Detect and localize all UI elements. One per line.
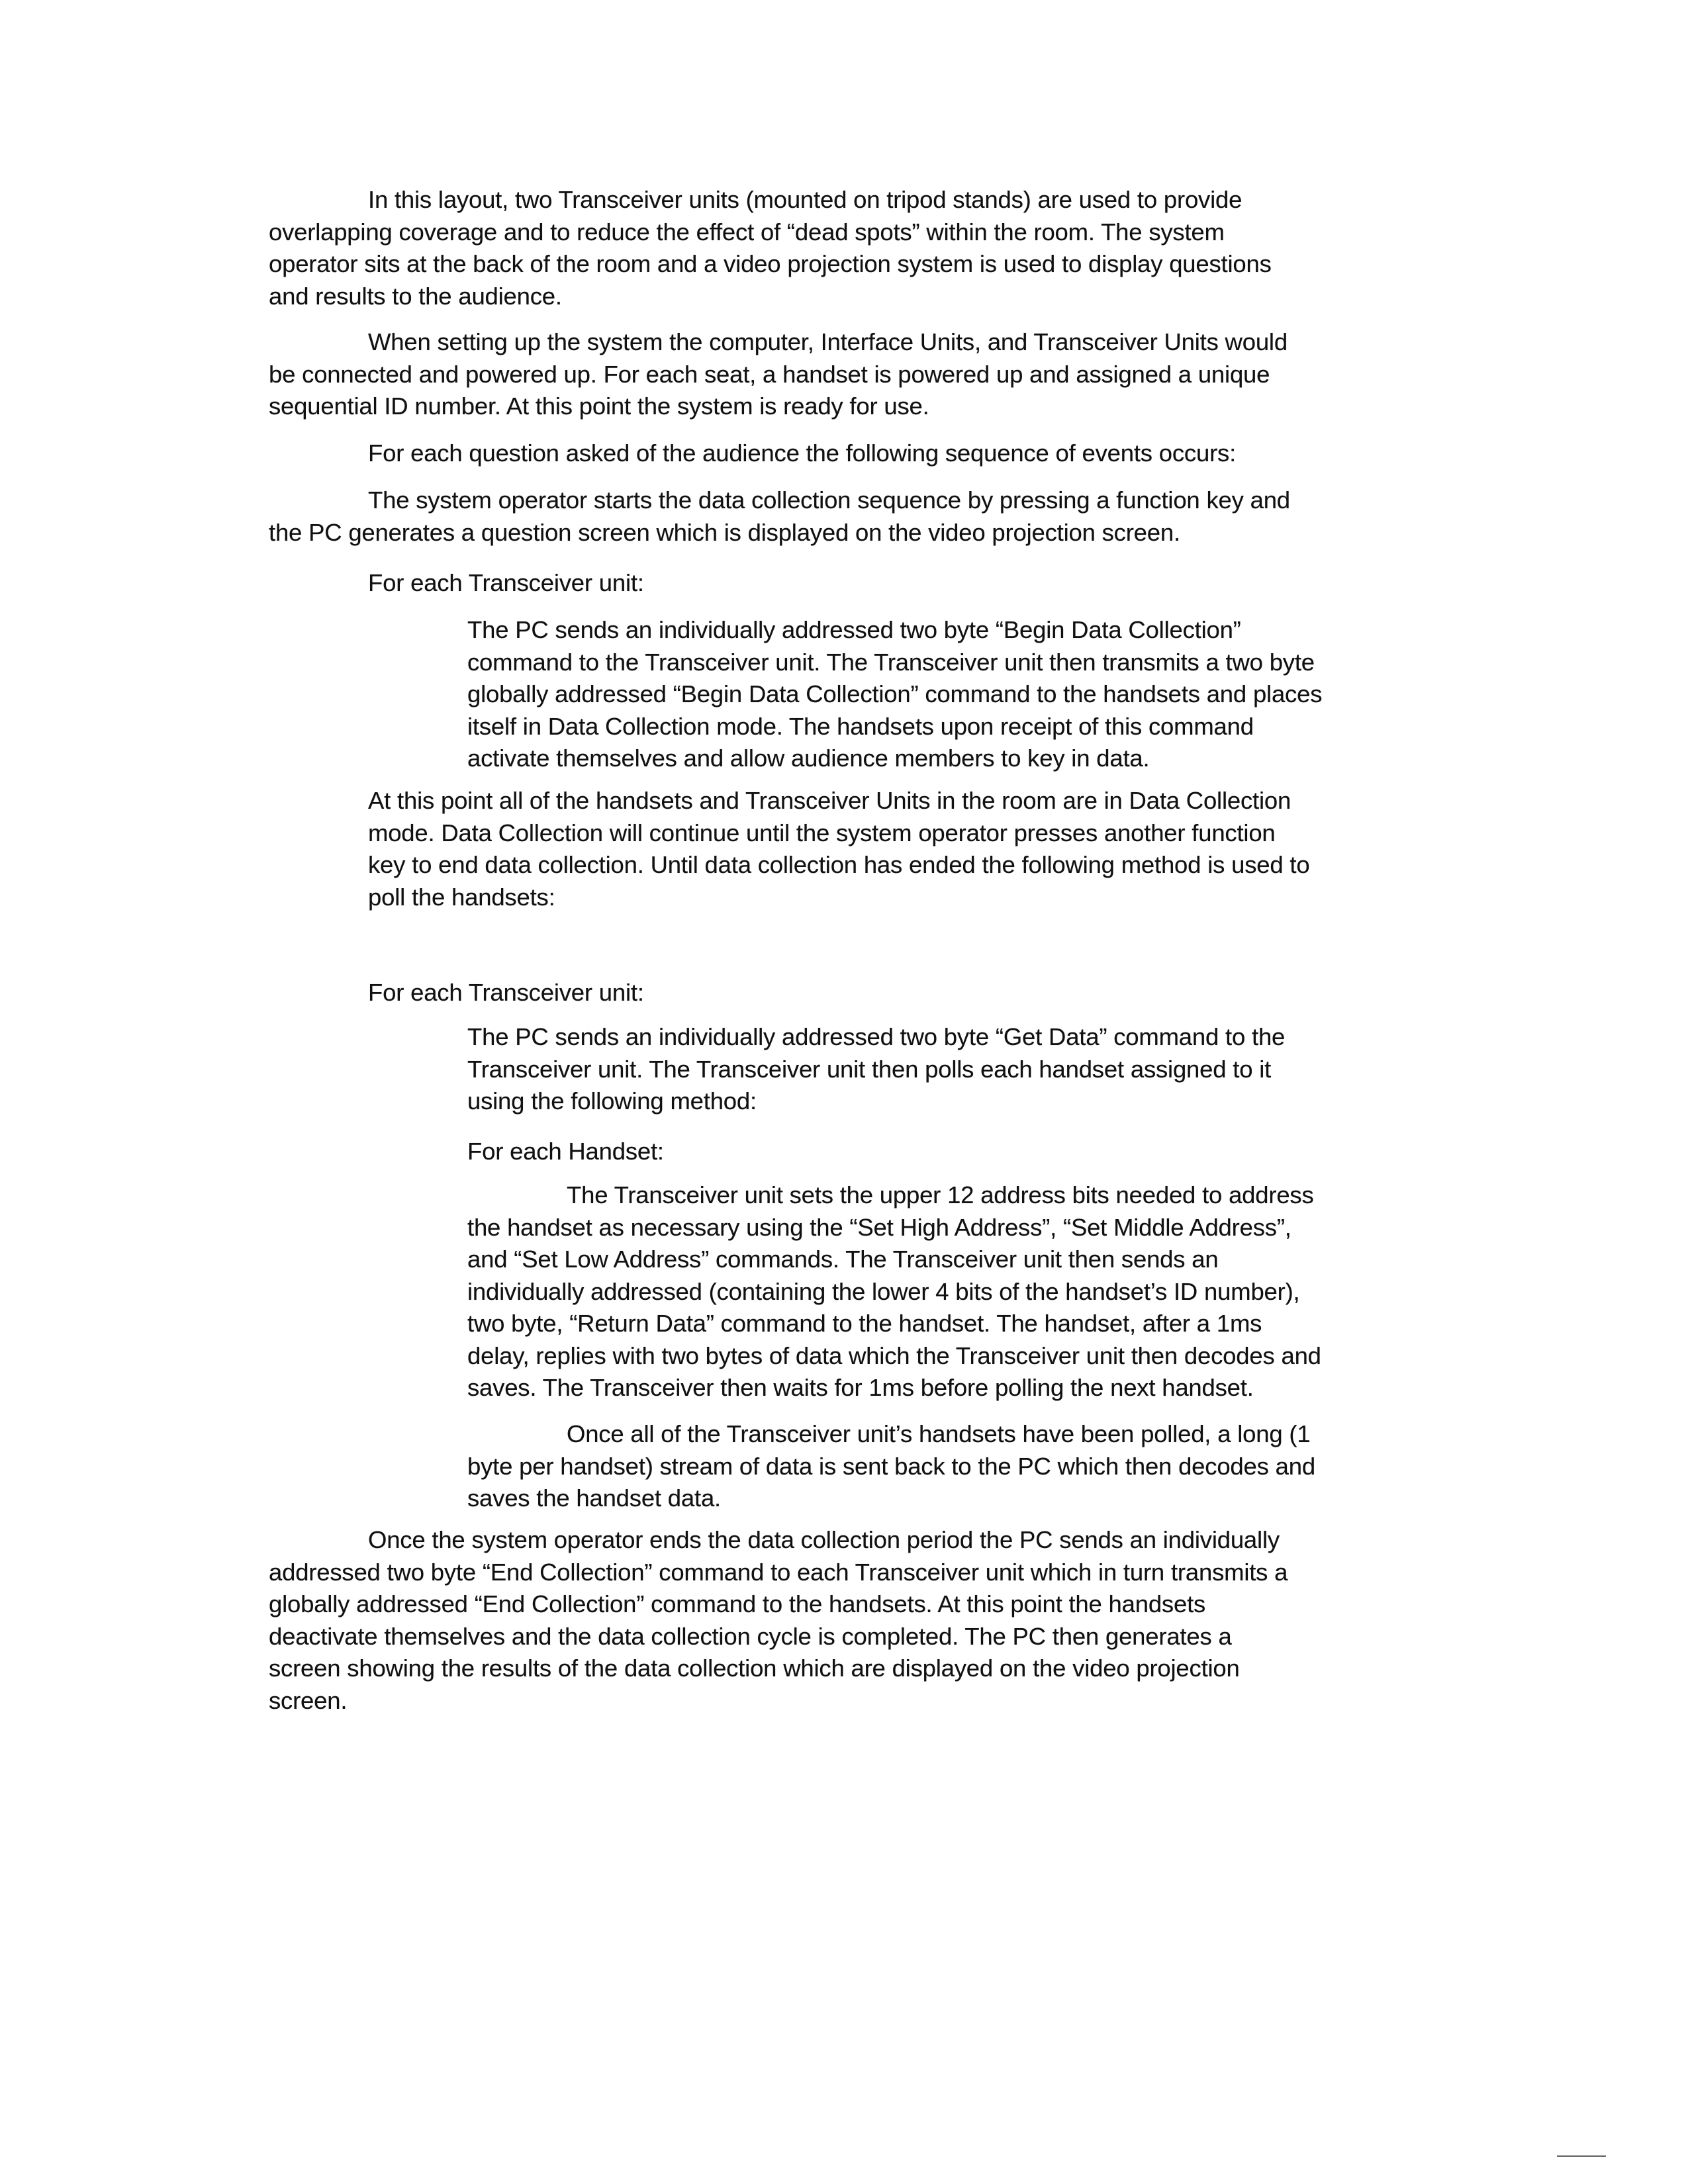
- text-line: screen.: [269, 1686, 348, 1714]
- text-line: using the following method:: [467, 1087, 757, 1115]
- text-line: the handset as necessary using the “Set High Address”, “Set Middle Address”,: [467, 1213, 1291, 1241]
- text-line: saves. The Transceiver then waits for 1ms before polling the next handset.: [467, 1374, 1254, 1401]
- text-line: globally addressed “End Collection” command to the handsets. At this point the handsets: [269, 1590, 1206, 1617]
- text-line: and “Set Low Address” commands. The Transceiver unit then sends an: [467, 1246, 1219, 1273]
- text-line: globally addressed “Begin Data Collection” command to the handsets and places: [467, 680, 1323, 707]
- text-line: and results to the audience.: [269, 282, 562, 310]
- text-line: For each question asked of the audience the following sequence of events occurs:: [368, 439, 1237, 467]
- text-line: Transceiver unit. The Transceiver unit then polls each handset assigned to it: [467, 1055, 1272, 1083]
- text-line: Once all of the Transceiver unit’s handsets have been polled, a long (1: [567, 1420, 1311, 1447]
- text-line: sequential ID number. At this point the system is ready for use.: [269, 392, 929, 420]
- paragraph-stream-back: [467, 1418, 1315, 1515]
- paragraph-end-collection: [269, 1524, 1288, 1717]
- paragraph-set-address: [467, 1179, 1321, 1404]
- text-line: deactivate themselves and the data collection cycle is completed. The PC then generates a: [269, 1622, 1232, 1650]
- paragraph-begin-data-collection: [467, 614, 1322, 775]
- text-line: activate themselves and allow audience members to key in data.: [467, 745, 1150, 772]
- text-line: key to end data collection. Until data collection has ended the following method is used to: [368, 851, 1310, 878]
- text-line: poll the handsets:: [368, 883, 555, 911]
- text-line: For each Handset:: [467, 1138, 664, 1165]
- paragraph-operator-start: [269, 484, 1290, 549]
- footer-rule-divider: [1557, 2155, 1606, 2157]
- text-line: At this point all of the handsets and Transceiver Units in the room are in Data Collection: [368, 787, 1291, 814]
- text-line: the PC generates a question screen which is displayed on the video projection screen.: [269, 518, 1180, 546]
- paragraph-data-collection-mode: [368, 785, 1309, 913]
- heading-for-each-handset: [467, 1136, 664, 1168]
- text-line: delay, replies with two bytes of data which the Transceiver unit then decodes and: [467, 1342, 1321, 1369]
- heading-for-each-transceiver-1: [368, 567, 644, 600]
- text-line: The system operator starts the data collection sequence by pressing a function key and: [368, 486, 1290, 514]
- text-line: overlapping coverage and to reduce the effect of “dead spots” within the room. The system: [269, 218, 1225, 246]
- text-line: For each Transceiver unit:: [368, 979, 644, 1006]
- text-line: command to the Transceiver unit. The Transceiver unit then transmits a two byte: [467, 648, 1315, 676]
- text-line: The PC sends an individually addressed two byte “Get Data” command to the: [467, 1023, 1286, 1050]
- text-line: byte per handset) stream of data is sent back to the PC which then decodes and: [467, 1452, 1315, 1480]
- paragraph-get-data: [467, 1021, 1285, 1118]
- text-line: addressed two byte “End Collection” command to each Transceiver unit which in turn transmits a: [269, 1558, 1288, 1586]
- text-line: two byte, “Return Data” command to the handset. The handset, after a 1ms: [467, 1310, 1262, 1337]
- paragraph-sequence-intro: [368, 437, 1236, 470]
- text-line: For each Transceiver unit:: [368, 569, 644, 596]
- text-line: saves the handset data.: [467, 1484, 721, 1512]
- heading-for-each-transceiver-2: [368, 977, 644, 1009]
- text-line: itself in Data Collection mode. The handsets upon receipt of this command: [467, 712, 1254, 740]
- text-line: In this layout, two Transceiver units (mounted on tripod stands) are used to provide: [368, 186, 1243, 213]
- text-line: be connected and powered up. For each seat, a handset is powered up and assigned a unique: [269, 360, 1270, 388]
- paragraph-setup: [269, 326, 1288, 423]
- text-line: operator sits at the back of the room and a video projection system is used to display questions: [269, 250, 1272, 277]
- text-line: individually addressed (containing the lower 4 bits of the handset’s ID number),: [467, 1277, 1300, 1305]
- text-line: When setting up the system the computer, Interface Units, and Transceiver Units would: [368, 328, 1288, 355]
- paragraph-layout-description: [269, 184, 1272, 312]
- text-line: Once the system operator ends the data collection period the PC sends an individually: [368, 1526, 1280, 1553]
- text-line: The PC sends an individually addressed two byte “Begin Data Collection”: [467, 616, 1241, 643]
- text-line: The Transceiver unit sets the upper 12 address bits needed to address: [567, 1181, 1314, 1208]
- text-line: screen showing the results of the data collection which are displayed on the video projection: [269, 1655, 1240, 1682]
- text-line: mode. Data Collection will continue until the system operator presses another function: [368, 819, 1276, 846]
